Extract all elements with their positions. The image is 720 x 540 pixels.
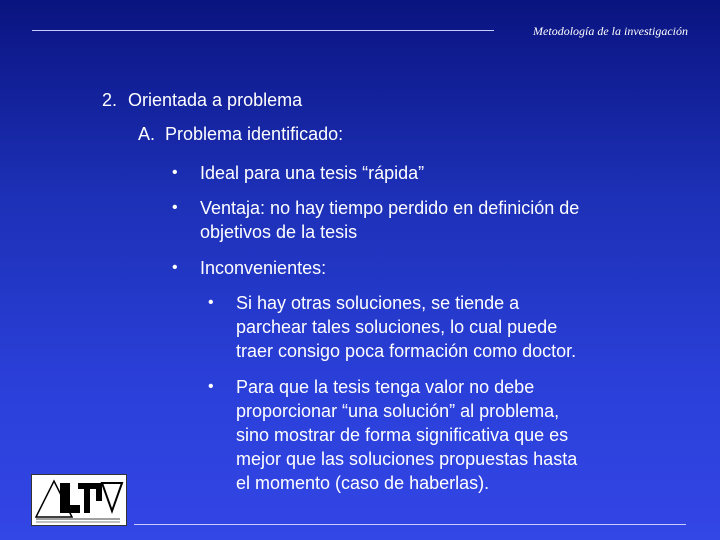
subbullet-text-line: Para que la tesis tenga valor no debe bbox=[236, 377, 535, 397]
subbullet-text-line: mejor que las soluciones propuestas hasta bbox=[236, 449, 578, 469]
subitem-label: Problema identificado: bbox=[165, 124, 344, 144]
footer-rule bbox=[134, 524, 686, 525]
subbullet-text-line: parchear tales soluciones, lo cual puede bbox=[236, 317, 558, 337]
logo-graphic bbox=[32, 475, 126, 525]
lpv-logo bbox=[31, 474, 127, 526]
bullet-marker: • bbox=[172, 259, 178, 276]
item-label: Orientada a problema bbox=[128, 90, 303, 110]
subbullet-marker: • bbox=[208, 294, 214, 311]
subbullet-text-line: el momento (caso de haberlas). bbox=[236, 473, 490, 493]
bullet-text-line: objetivos de la tesis bbox=[200, 222, 358, 242]
subitem-letter: A. bbox=[138, 124, 156, 144]
bullet-marker: • bbox=[172, 164, 178, 181]
header-rule bbox=[32, 30, 494, 31]
item-number: 2. bbox=[102, 90, 118, 110]
subbullet-text-line: sino mostrar de forma significativa que es bbox=[236, 425, 569, 445]
subbullet-marker: • bbox=[208, 378, 214, 395]
bullet-text-line: Ventaja: no hay tiempo perdido en definición de bbox=[200, 198, 580, 218]
subbullet-text-line: Si hay otras soluciones, se tiende a bbox=[236, 293, 520, 313]
bullet-text: Inconvenientes: bbox=[200, 258, 327, 278]
subbullet-text-line: proporcionar “una solución” al problema, bbox=[236, 401, 560, 421]
bullet-text: Ideal para una tesis “rápida” bbox=[200, 163, 425, 183]
header-title: Metodología de la investigación bbox=[533, 24, 688, 38]
subbullet-text-line: traer consigo poca formación como doctor. bbox=[236, 341, 577, 361]
bullet-marker: • bbox=[172, 199, 178, 216]
